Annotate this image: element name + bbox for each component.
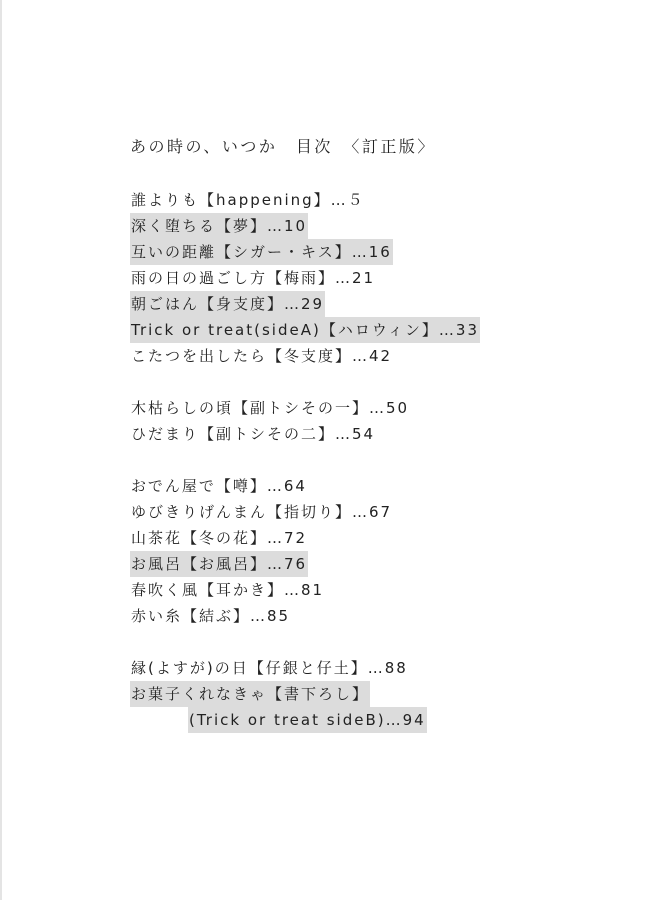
- toc-entry-text: 春吹く風【耳かき】…81: [131, 581, 325, 599]
- toc-entry-text: 深く堕ちる【夢】…10: [130, 213, 308, 239]
- toc-entry-text: 木枯らしの頃【副トシその一】…50: [131, 399, 410, 417]
- toc-entry: [130, 707, 630, 733]
- toc-entry: [130, 681, 630, 707]
- toc-entry-text: 互いの距離【シガー・キス】…16: [130, 239, 393, 265]
- toc-entry-text: 赤い糸【結ぶ】…85: [131, 607, 291, 625]
- toc-entry: [130, 343, 630, 369]
- toc-entry: [130, 603, 630, 629]
- toc-entry: [130, 265, 630, 291]
- toc-entry: [130, 499, 630, 525]
- toc-entry-text: 雨の日の過ごし方【梅雨】…21: [131, 269, 376, 287]
- toc-entry: [130, 577, 630, 603]
- toc-entry: [130, 213, 630, 239]
- toc-entry-text: おでん屋で【噂】…64: [131, 477, 307, 495]
- toc-entry-text: 誰よりも【happening】…５: [131, 191, 365, 209]
- toc-entry-text: (Trick or treat sideB)…94: [188, 707, 427, 733]
- toc-entry: [130, 421, 630, 447]
- toc-entry-text: 山茶花【冬の花】…72: [131, 529, 308, 547]
- toc-entry-text: お風呂【お風呂】…76: [130, 551, 308, 577]
- toc-entry: [130, 239, 630, 265]
- toc-group-1: [130, 187, 630, 369]
- toc-entry-text: ひだまり【副トシその二】…54: [131, 425, 376, 443]
- toc-entry: [130, 395, 630, 421]
- toc-entry: [130, 525, 630, 551]
- toc-group-3: [130, 473, 630, 629]
- toc-entry-text: 朝ごはん【身支度】…29: [130, 291, 325, 317]
- toc-title: あの時の、いつか 目次 〈訂正版〉: [130, 137, 436, 156]
- toc-entry: [130, 317, 630, 343]
- toc-entry-text: お菓子くれなきゃ【書下ろし】: [130, 681, 370, 707]
- toc-entry: [130, 187, 630, 213]
- table-of-contents: [130, 134, 630, 759]
- toc-entry: [130, 473, 630, 499]
- toc-group-4: [130, 655, 630, 733]
- toc-entry-text: Trick or treat(sideA)【ハロウィン】…33: [130, 317, 480, 343]
- toc-entry: [130, 655, 630, 681]
- toc-entry-text: ゆびきりげんまん【指切り】…67: [131, 503, 393, 521]
- toc-entry: [130, 291, 630, 317]
- toc-group-2: [130, 395, 630, 447]
- toc-entry-text: 縁(よすが)の日【仔銀と仔土】…88: [131, 659, 408, 677]
- toc-entry-text: こたつを出したら【冬支度】…42: [131, 347, 393, 365]
- page-edge: [0, 0, 2, 900]
- toc-entry: [130, 551, 630, 577]
